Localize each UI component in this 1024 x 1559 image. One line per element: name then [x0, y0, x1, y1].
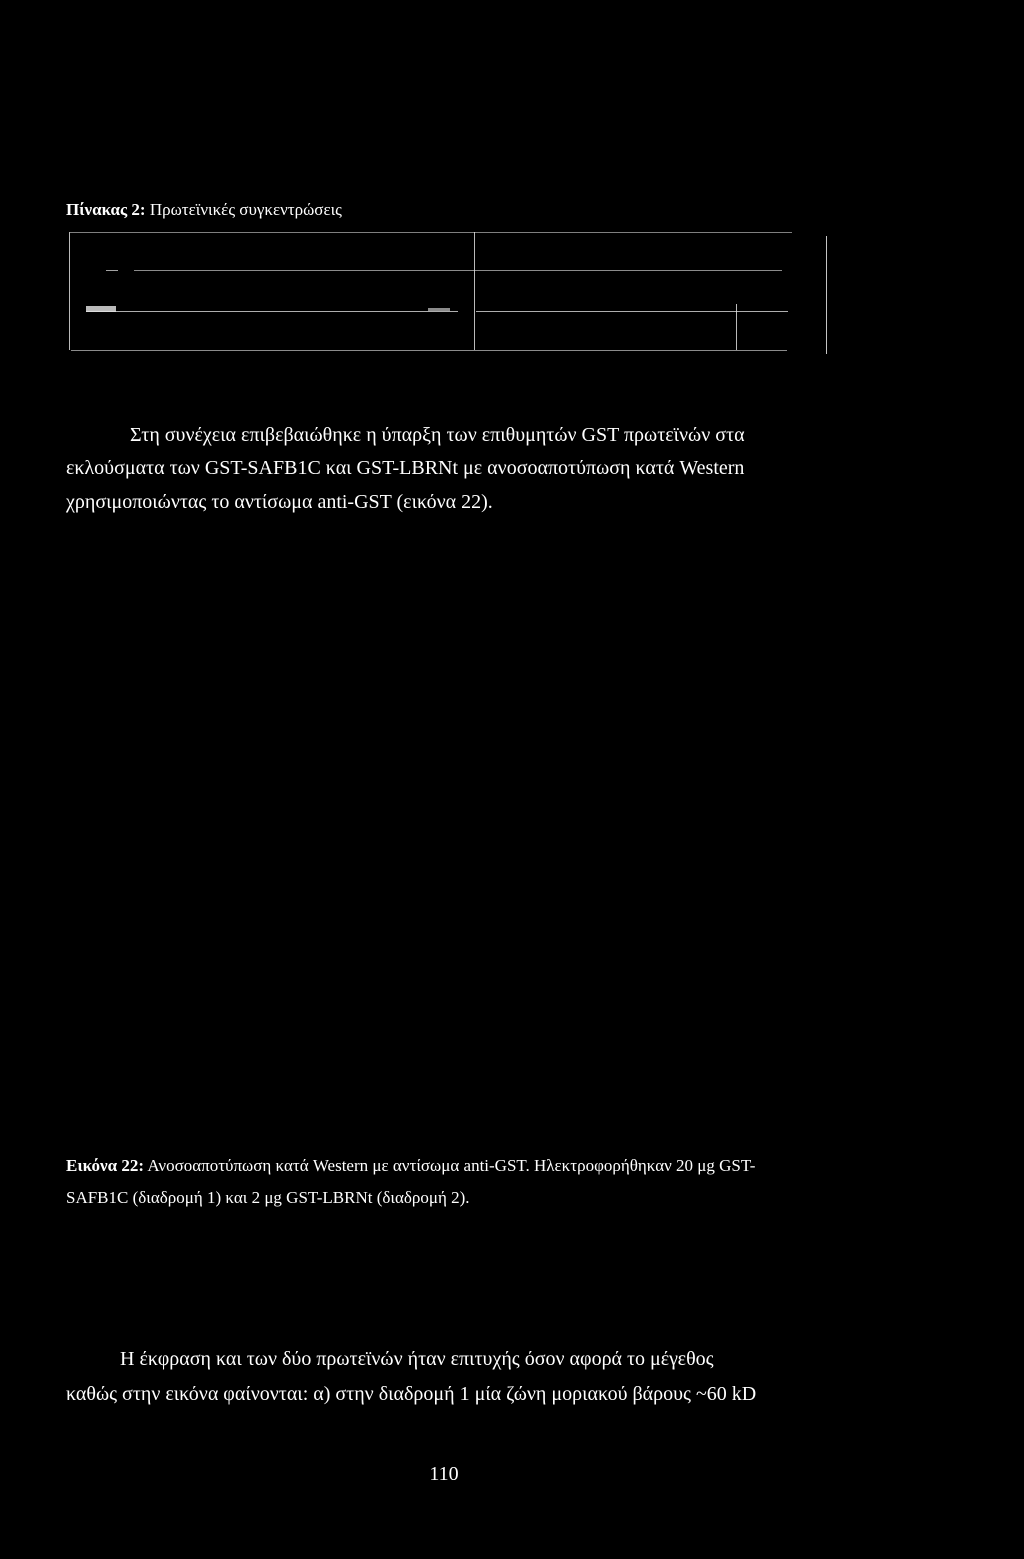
- paragraph-1-line-1: Στη συνέχεια επιβεβαιώθηκε η ύπαρξη των επιθυμητών GST πρωτεϊνών στα: [130, 424, 745, 446]
- western-blot-figure: [66, 545, 826, 1135]
- protein-concentration-table: [66, 232, 794, 352]
- figure-caption-label: Εικόνα 22:: [66, 1156, 145, 1175]
- figure-caption-text-1: Ανοσοαποτύπωση κατά Western με αντίσωμα anti-GST. Ηλεκτροφορήθηκαν 20 μg GST-: [147, 1156, 756, 1175]
- table-caption: [66, 200, 342, 220]
- page-number: 110: [429, 1463, 459, 1485]
- paragraph-2-line-2: καθώς στην εικόνα φαίνονται: α) στην διαδρομή 1 μία ζώνη μοριακού βάρους ~60 kD: [66, 1383, 757, 1405]
- table-caption-text: Πρωτεϊνικές συγκεντρώσεις: [149, 200, 342, 219]
- table-caption-label: Πίνακας 2:: [66, 200, 146, 219]
- paragraph-2-line-1: Η έκφραση και των δύο πρωτεϊνών ήταν επιτυχής όσον αφορά το μέγεθος: [120, 1348, 714, 1370]
- paragraph-1-line-3: χρησιμοποιώντας το αντίσωμα anti-GST (εικόνα 22).: [66, 491, 493, 513]
- figure-caption-line-1: [66, 1150, 755, 1181]
- figure-caption-line-2: SAFB1C (διαδρομή 1) και 2 μg GST-LBRNt (διαδρομή 2).: [66, 1188, 470, 1207]
- paragraph-1-line-2: εκλούσματα των GST-SAFB1C και GST-LBRNt με ανοσοαποτύπωση κατά Western: [66, 457, 745, 479]
